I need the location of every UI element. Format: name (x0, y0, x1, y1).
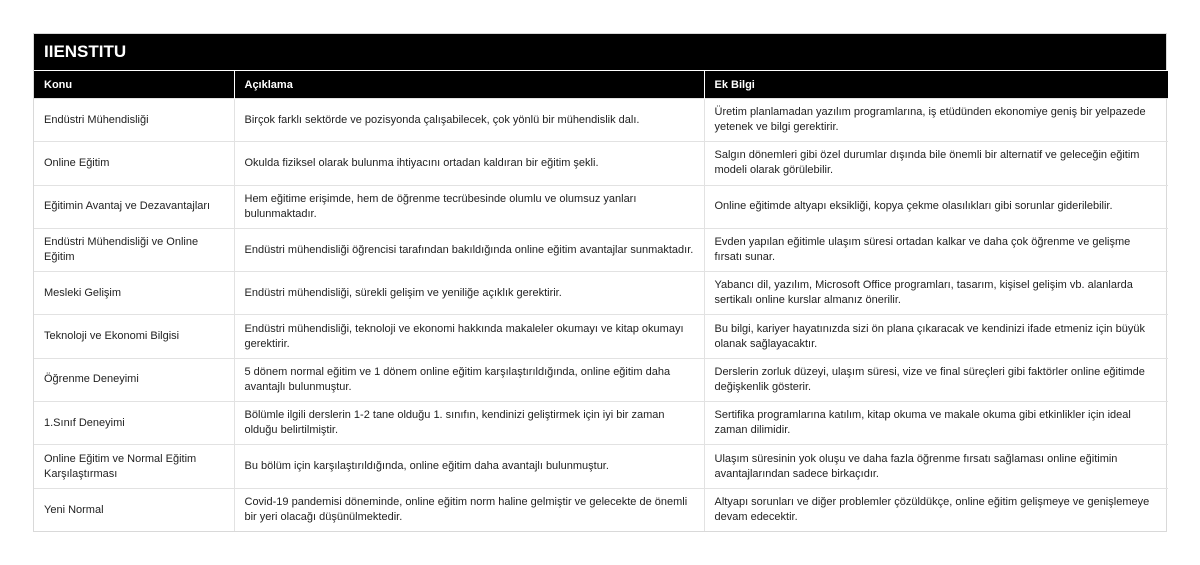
cell-ek-bilgi: Salgın dönemleri gibi özel durumlar dışında bile önemli bir alternatif ve geleceğin eğitim modeli olarak görülebilir. (704, 142, 1168, 185)
table-row (34, 185, 1168, 228)
cell-ek-bilgi: Online eğitimde altyapı eksikliği, kopya çekme olasılıkları gibi sorunlar giderilebilir. (704, 185, 1168, 228)
cell-ek-bilgi: Altyapı sorunları ve diğer problemler çözüldükçe, online eğitim gelişmeye ve genişlemeye devam edecektir. (704, 488, 1168, 531)
cell-aciklama: Endüstri mühendisliği, teknoloji ve ekonomi hakkında makaleler okumayı ve kitap okumayı gerektirir. (234, 315, 704, 358)
cell-aciklama: 5 dönem normal eğitim ve 1 dönem online eğitim karşılaştırıldığında, online eğitim daha avantajlı bulunmuştur. (234, 358, 704, 401)
table-row (34, 228, 1168, 271)
cell-ek-bilgi: Evden yapılan eğitimle ulaşım süresi ortadan kalkar ve daha çok öğrenme ve gelişme fırsatı sunar. (704, 228, 1168, 271)
cell-ek-bilgi: Üretim planlamadan yazılım programlarına, iş etüdünden ekonomiye geniş bir yelpazede yetenek ve bilgi gerektirir. (704, 99, 1168, 142)
table-row (34, 315, 1168, 358)
header-aciklama: Açıklama (234, 71, 704, 99)
cell-konu: Online Eğitim ve Normal Eğitim Karşılaştırması (34, 445, 234, 488)
cell-konu: Öğrenme Deneyimi (34, 358, 234, 401)
cell-konu: Endüstri Mühendisliği ve Online Eğitim (34, 228, 234, 271)
cell-konu: Yeni Normal (34, 488, 234, 531)
cell-konu: Teknoloji ve Ekonomi Bilgisi (34, 315, 234, 358)
cell-aciklama: Bölümle ilgili derslerin 1-2 tane olduğu 1. sınıfın, kendinizi geliştirmek için iyi bir zaman olduğu belirtilmiştir. (234, 402, 704, 445)
cell-ek-bilgi: Derslerin zorluk düzeyi, ulaşım süresi, vize ve final süreçleri gibi faktörler online eğitimde değişkenlik gösterir. (704, 358, 1168, 401)
cell-konu: Endüstri Mühendisliği (34, 99, 234, 142)
info-table (33, 33, 1167, 532)
cell-aciklama: Endüstri mühendisliği öğrencisi tarafından bakıldığında online eğitim avantajlar sunmaktadır. (234, 228, 704, 271)
cell-konu: Eğitimin Avantaj ve Dezavantajları (34, 185, 234, 228)
cell-ek-bilgi: Sertifika programlarına katılım, kitap okuma ve makale okuma gibi etkinlikler için ideal zaman dilimidir. (704, 402, 1168, 445)
cell-aciklama: Birçok farklı sektörde ve pozisyonda çalışabilecek, çok yönlü bir mühendislik dalı. (234, 99, 704, 142)
table-title: IIENSTITU (34, 34, 1166, 70)
header-ek-bilgi: Ek Bilgi (704, 71, 1168, 99)
table-row (34, 402, 1168, 445)
table-row (34, 142, 1168, 185)
cell-konu: Mesleki Gelişim (34, 272, 234, 315)
cell-aciklama: Hem eğitime erişimde, hem de öğrenme tecrübesinde olumlu ve olumsuz yanları bulunmaktadır. (234, 185, 704, 228)
cell-aciklama: Okulda fiziksel olarak bulunma ihtiyacını ortadan kaldıran bir eğitim şekli. (234, 142, 704, 185)
cell-aciklama: Bu bölüm için karşılaştırıldığında, online eğitim daha avantajlı bulunmuştur. (234, 445, 704, 488)
cell-konu: Online Eğitim (34, 142, 234, 185)
cell-ek-bilgi: Ulaşım süresinin yok oluşu ve daha fazla öğrenme fırsatı sağlaması online eğitimin avantajlarından sadece birkaçıdır. (704, 445, 1168, 488)
table-row (34, 272, 1168, 315)
cell-aciklama: Covid-19 pandemisi döneminde, online eğitim norm haline gelmiştir ve gelecekte de önemli bir yeri olacağı düşünülmektedir. (234, 488, 704, 531)
header-row (34, 71, 1168, 99)
cell-ek-bilgi: Yabancı dil, yazılım, Microsoft Office programları, tasarım, kişisel gelişim vb. alanlarda sertikalı online kurslar almanız önerilir. (704, 272, 1168, 315)
cell-konu: 1.Sınıf Deneyimi (34, 402, 234, 445)
table-row (34, 358, 1168, 401)
cell-aciklama: Endüstri mühendisliği, sürekli gelişim ve yeniliğe açıklık gerektirir. (234, 272, 704, 315)
table-row (34, 488, 1168, 531)
data-table (34, 70, 1168, 531)
table-row (34, 99, 1168, 142)
table-row (34, 445, 1168, 488)
cell-ek-bilgi: Bu bilgi, kariyer hayatınızda sizi ön plana çıkaracak ve kendinizi ifade etmeniz için büyük olanak sağlayacaktır. (704, 315, 1168, 358)
header-konu: Konu (34, 71, 234, 99)
